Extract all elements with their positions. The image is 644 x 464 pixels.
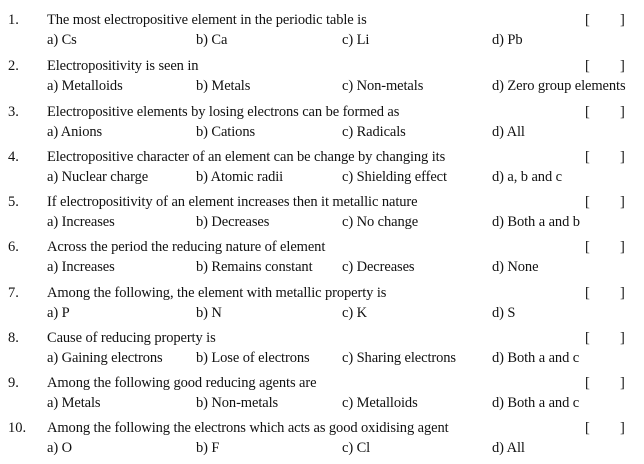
answer-bracket-close: ] (620, 58, 625, 74)
option-b: b) Ca (196, 32, 228, 48)
question-item (0, 104, 644, 148)
question-text: The most electropositive element in the periodic table is (47, 12, 367, 28)
option-d: d) a, b and c (492, 169, 562, 185)
question-item (0, 239, 644, 283)
answer-bracket-close: ] (620, 420, 625, 436)
option-d: d) Both a and b (492, 214, 580, 230)
option-b: b) F (196, 440, 220, 456)
option-c: c) Non-metals (342, 78, 424, 94)
answer-bracket-close: ] (620, 285, 625, 301)
option-c: c) Decreases (342, 259, 415, 275)
question-item (0, 285, 644, 329)
answer-bracket-open: [ (585, 239, 590, 255)
option-a: a) Anions (47, 124, 103, 140)
answer-bracket-close: ] (620, 149, 625, 165)
answer-bracket-open: [ (585, 12, 590, 28)
question-item (0, 194, 644, 238)
option-d: d) Pb (492, 32, 523, 48)
answer-bracket-close: ] (620, 194, 625, 210)
option-d: d) All (492, 440, 525, 456)
answer-bracket-open: [ (585, 420, 590, 436)
answer-bracket-open: [ (585, 149, 590, 165)
question-item (0, 420, 644, 464)
option-d: d) None (492, 259, 539, 275)
question-item (0, 58, 644, 102)
question-item (0, 375, 644, 419)
question-text: Cause of reducing property is (47, 330, 216, 346)
question-number: 1. (8, 12, 19, 28)
option-b: b) Remains constant (196, 259, 313, 275)
question-number: 6. (8, 239, 19, 255)
question-number: 5. (8, 194, 19, 210)
question-item (0, 330, 644, 374)
question-text: Electropositivity is seen in (47, 58, 199, 74)
option-b: b) Atomic radii (196, 169, 284, 185)
question-item (0, 149, 644, 193)
option-a: a) Nuclear charge (47, 169, 149, 185)
answer-bracket-close: ] (620, 239, 625, 255)
answer-bracket-close: ] (620, 330, 625, 346)
question-number: 8. (8, 330, 19, 346)
question-text: If electropositivity of an element increases then it metallic nature (47, 194, 418, 210)
option-d: d) S (492, 305, 516, 321)
option-a: a) Cs (47, 32, 77, 48)
answer-bracket-close: ] (620, 104, 625, 120)
option-c: c) No change (342, 214, 419, 230)
option-c: c) Metalloids (342, 395, 418, 411)
option-b: b) Non-metals (196, 395, 279, 411)
answer-bracket-open: [ (585, 285, 590, 301)
answer-bracket-open: [ (585, 194, 590, 210)
answer-bracket-open: [ (585, 330, 590, 346)
option-c: c) K (342, 305, 367, 321)
question-number: 3. (8, 104, 19, 120)
option-b: b) Decreases (196, 214, 270, 230)
answer-bracket-close: ] (620, 375, 625, 391)
option-c: c) Cl (342, 440, 371, 456)
option-a: a) Metalloids (47, 78, 123, 94)
option-a: a) Increases (47, 259, 115, 275)
question-text: Electropositive elements by losing electrons can be formed as (47, 104, 400, 120)
question-text: Electropositive character of an element can be change by changing its (47, 149, 446, 165)
option-c: c) Shielding effect (342, 169, 447, 185)
option-a: a) Gaining electrons (47, 350, 163, 366)
option-d: d) Both a and c (492, 395, 580, 411)
question-text: Across the period the reducing nature of element (47, 239, 326, 255)
question-item (0, 12, 644, 56)
question-text: Among the following, the element with metallic property is (47, 285, 387, 301)
option-a: a) P (47, 305, 70, 321)
question-number: 2. (8, 58, 19, 74)
option-d: d) All (492, 124, 525, 140)
question-number: 4. (8, 149, 19, 165)
option-c: c) Sharing electrons (342, 350, 456, 366)
answer-bracket-open: [ (585, 104, 590, 120)
answer-bracket-close: ] (620, 12, 625, 28)
question-number: 10. (8, 420, 27, 436)
option-d: d) Zero group elements (492, 78, 626, 94)
option-c: c) Radicals (342, 124, 406, 140)
option-a: a) O (47, 440, 72, 456)
option-b: b) Cations (196, 124, 256, 140)
question-text: Among the following the electrons which acts as good oxidising agent (47, 420, 449, 436)
option-b: b) N (196, 305, 222, 321)
answer-bracket-open: [ (585, 375, 590, 391)
option-a: a) Increases (47, 214, 115, 230)
option-b: b) Lose of electrons (196, 350, 310, 366)
option-d: d) Both a and c (492, 350, 580, 366)
question-number: 9. (8, 375, 19, 391)
option-a: a) Metals (47, 395, 101, 411)
question-number: 7. (8, 285, 19, 301)
option-c: c) Li (342, 32, 370, 48)
option-b: b) Metals (196, 78, 251, 94)
question-text: Among the following good reducing agents are (47, 375, 317, 391)
answer-bracket-open: [ (585, 58, 590, 74)
